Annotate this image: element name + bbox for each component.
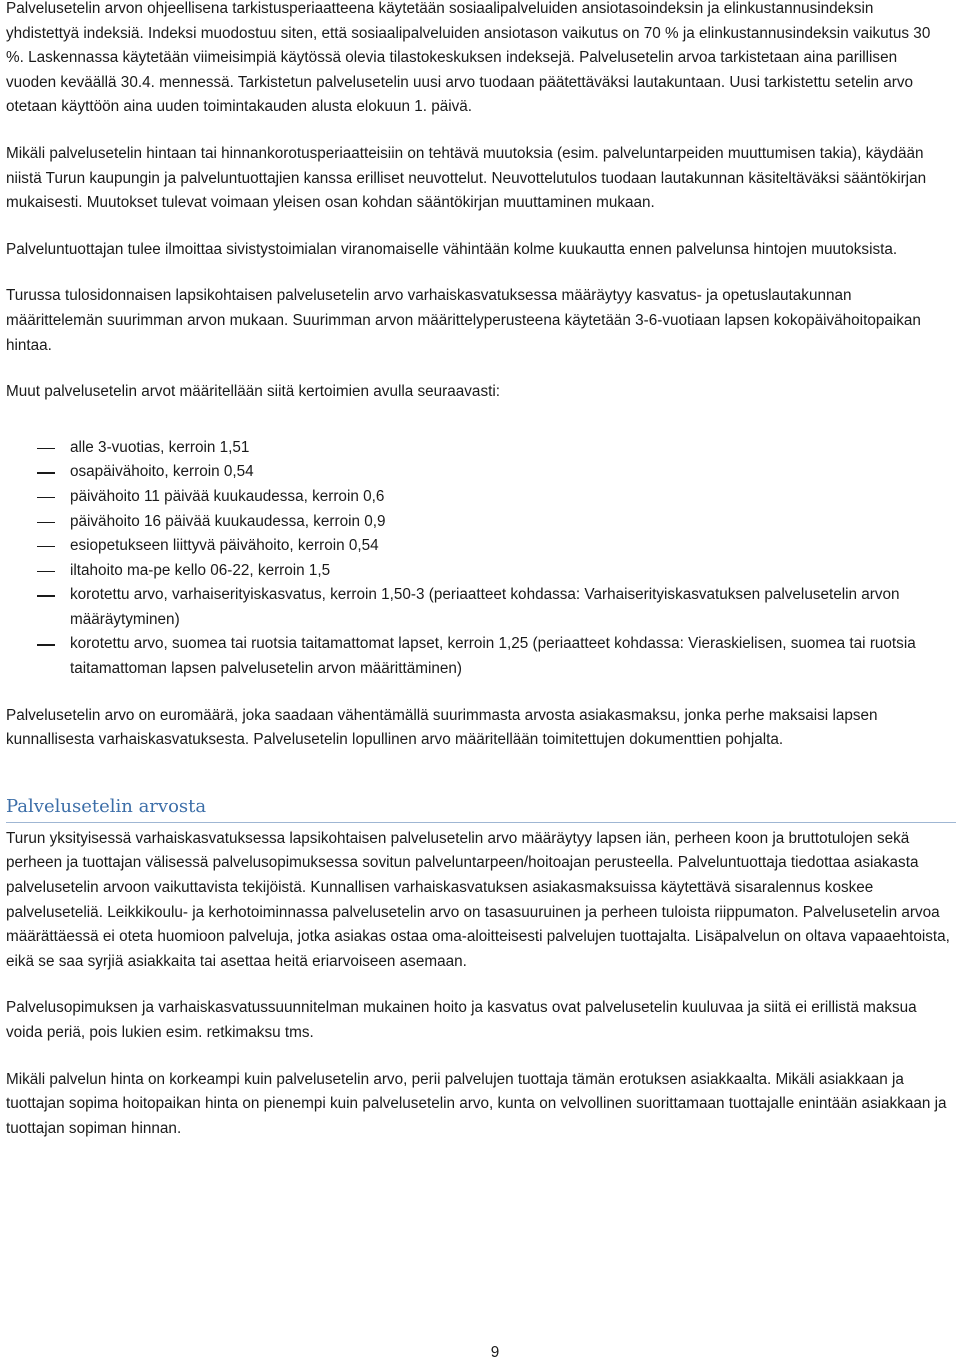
page-number: 9 xyxy=(490,1344,500,1361)
paragraph-index-review: Palvelusetelin arvon ohjeellisena tarkistusperiaatteena käytetään sosiaalipalveluiden ansiotasoindeksin ja elinkustannusindeksin yhdistettyä indeksiä. Indeksi muodostuu siten, että sosiaalipalveluiden ansiotason vaikutus on 70 % ja elinkustannusindeksin vaikutus 30 %. Laskennassa käytetään viimeisimpiä käytössä olevia tilastokeskuksen indeksejä. Palvelusetelin arvoa tarkistetaan aina parillisen vuoden keväällä 30.4. mennessä. Tarkistetun palvelusetelin uusi arvo tuodaan päätettäväksi lautakuntaan. Uusi tarkistettu setelin arvo otetaan käyttöön aina uuden toimintakauden alusta elokuun 1. päivä. xyxy=(6,0,931,116)
paragraph-price-changes: Mikäli palvelusetelin hintaan tai hinnankorotusperiaatteisiin on tehtävä muutoksia (esim. palveluntarpeiden muuttumisen takia), käydään niistä Turun kaupungin ja palveluntuottajien kanssa erilliset neuvottelut. Neuvottelutulos tuodaan lautakunnan käsiteltäväksi sääntökirjan mukaisesti. Muutokset tulevat voimaan yleisen osan kohdan sääntökirjan muuttaminen mukaan. xyxy=(6,144,927,212)
paragraph-voucher-value-euros: Palvelusetelin arvo on euromäärä, joka saadaan vähentämällä suurimmasta arvosta asiakasmaksu, jonka perhe maksaisi lapsen kunnallisesta varhaiskasvatuksesta. Palvelusetelin lopullinen arvo määritellään toimitettujen dokumenttien pohjalta. xyxy=(6,706,878,749)
list-item: iltahoito ma-pe kello 06-22, kerroin 1,5 xyxy=(6,559,950,584)
dash-bullet xyxy=(37,497,55,498)
dash-bullet xyxy=(37,522,55,523)
coefficient-list xyxy=(6,436,950,682)
paragraph-notify-provider: Palveluntuottajan tulee ilmoittaa sivistystoimialan viranomaiselle vähintään kolme kuukautta ennen palvelunsa hintojen muutoksista. xyxy=(6,240,898,258)
dash-bullet xyxy=(37,644,55,645)
dash-bullet xyxy=(37,448,55,449)
list-item: esiopetukseen liittyvä päivähoito, kerroin 0,54 xyxy=(6,534,950,559)
paragraph-coefficients-intro: Muut palvelusetelin arvot määritellään siitä kertoimien avulla seuraavasti: xyxy=(6,383,500,401)
list-item: päivähoito 16 päivää kuukaudessa, kerroin 0,9 xyxy=(6,510,950,535)
paragraph-service-agreement: Palvelusopimuksen ja varhaiskasvatussuunnitelman mukainen hoito ja kasvatus ovat palvelusetelin kuuluvaa ja siitä ei erillistä maksua voida periä, pois lukien esim. retkimaksu tms. xyxy=(6,999,917,1041)
paragraph-value-determination: Turun yksityisessä varhaiskasvatuksessa lapsikohtaisen palvelusetelin arvo määräytyy lapsen iän, perheen koon ja bruttotulojen sekä perheen ja tuottajan välisessä palvelusopimuksessa sovitun palveluntarpeen/hoitoajan perusteella. Palveluntuottaja tiedottaa asiakasta palvelusetelin arvoon vaikuttavista tekijöistä. Kunnallisen varhaiskasvatuksen asiakasmaksuissa käytettävä sisaralennus koskee palveluseteliä. Leikkikoulu- ja kerhotoiminnassa palvelusetelin arvo on tasasuuruinen ja perheen tuloista riippumaton. Palvelusetelin arvoa määrättäessä ei oteta huomioon palveluja, jotka asiakas ostaa oma-aloitteisesti palvelujen tuottajalta. Lisäpalvelun on oltava vapaaehtoista, eikä se saa syrjiä asiakkaita tai asettaa heitä eriarvoiseen asemaan. xyxy=(6,829,950,970)
dash-bullet xyxy=(37,595,55,596)
dash-bullet xyxy=(37,472,55,473)
section-heading: Palvelusetelin arvosta xyxy=(6,794,956,823)
document-page xyxy=(6,0,950,1141)
list-item: osapäivähoito, kerroin 0,54 xyxy=(6,460,950,485)
paragraph-price-difference: Mikäli palvelun hinta on korkeampi kuin palvelusetelin arvo, perii palvelujen tuottaja tämän erotuksen asiakkaalta. Mikäli asiakkaan ja tuottajan sopima hoitopaikan hinta on pienempi kuin palvelusetelin arvo, kunta on velvollinen suorittamaan tuottajalle enintään asiakkaan ja tuottajan sopiman hinnan. xyxy=(6,1070,947,1137)
list-item: päivähoito 11 päivää kuukaudessa, kerroin 0,6 xyxy=(6,485,950,510)
dash-bullet xyxy=(37,546,55,547)
list-item: korotettu arvo, varhaiserityiskasvatus, kerroin 1,50-3 (periaatteet kohdassa: Varhaiserityiskasvatuksen palvelusetelin arvon määräytyminen) xyxy=(6,583,950,632)
list-item: korotettu arvo, suomea tai ruotsia taitamattomat lapset, kerroin 1,25 (periaatteet kohdassa: Vieraskielisen, suomea tai ruotsia taitamattoman lapsen palvelusetelin arvon määrittäminen) xyxy=(6,632,950,681)
list-item: alle 3-vuotias, kerroin 1,51 xyxy=(6,436,950,461)
dash-bullet xyxy=(37,571,55,572)
paragraph-max-value: Turussa tulosidonnaisen lapsikohtaisen palvelusetelin arvo varhaiskasvatuksessa määräytyy kasvatus- ja opetuslautakunnan määrittelemän suurimman arvon mukaan. Suurimman arvon määrittelyperusteena käytetään 3-6-vuotiaan lapsen kokopäivähoitopaikan hintaa. xyxy=(6,287,921,354)
